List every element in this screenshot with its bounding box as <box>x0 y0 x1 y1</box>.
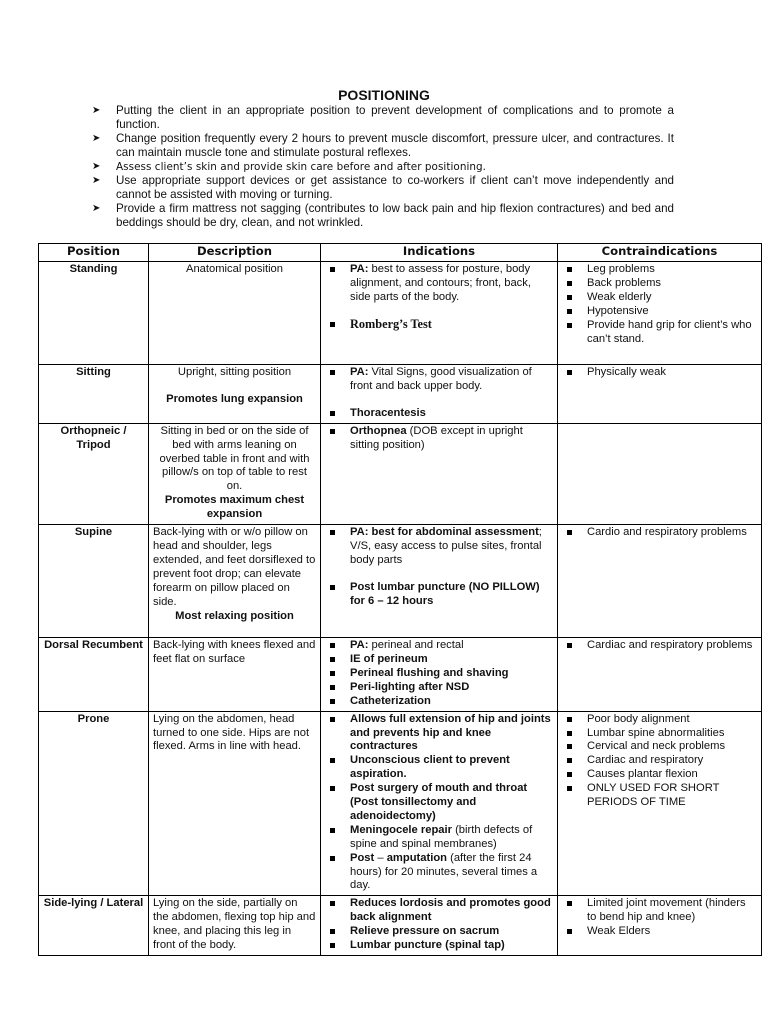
square-bullet-icon <box>330 901 335 906</box>
column-header-indications: Indications <box>321 244 558 262</box>
table-row <box>39 262 762 365</box>
contraindications-cell <box>558 525 762 638</box>
arrow-bullet-icon: ➤ <box>92 105 101 116</box>
description-text: Lying on the side, partially on the abdomen, flexing top hip and knee, and placing this leg in front of the body. <box>153 897 316 952</box>
table-row <box>39 896 762 956</box>
column-header-contraindications: Contraindications <box>558 244 762 262</box>
position-cell: Orthopneic / Tripod <box>39 423 149 524</box>
contraindication-item: Cardio and respiratory problems <box>562 526 757 540</box>
contraindications-cell <box>558 711 762 896</box>
indication-item: Meningocele repair (birth defects of spine and spinal membranes) <box>325 824 553 852</box>
intro-bullet-list <box>92 104 674 230</box>
contraindication-item: Weak Elders <box>562 925 757 939</box>
contraindication-item: Leg problems <box>562 263 757 277</box>
square-bullet-icon <box>567 295 572 300</box>
square-bullet-icon <box>330 856 335 861</box>
square-bullet-icon <box>330 585 335 590</box>
intro-bullet: ➤ Assess client’s skin and provide skin care before and after positioning. <box>92 161 487 173</box>
table-row <box>39 638 762 712</box>
square-bullet-icon <box>567 530 572 535</box>
square-bullet-icon <box>567 370 572 375</box>
square-bullet-icon <box>330 828 335 833</box>
contraindication-item: Poor body alignment <box>562 713 757 727</box>
indication-item: PA: best to assess for posture, body alignment, and contours; front, back, side parts of the body. <box>325 263 553 305</box>
column-header-description: Description <box>149 244 321 262</box>
square-bullet-icon <box>567 281 572 286</box>
description-text: Lying on the abdomen, head turned to one side. Hips are not flexed. Arms in line with head. <box>153 712 310 753</box>
square-bullet-icon <box>330 322 335 327</box>
square-bullet-icon <box>567 643 572 648</box>
description-cell <box>149 525 321 638</box>
indication-item: Thoracentesis <box>325 407 553 421</box>
square-bullet-icon <box>330 530 335 535</box>
indication-item: PA: perineal and rectal <box>325 639 553 653</box>
description-cell <box>149 711 321 896</box>
indication-item: Post lumbar puncture (NO PILLOW) for 6 – 12 hours <box>325 581 553 609</box>
indication-item: Peri-lighting after NSD <box>325 681 553 695</box>
position-cell: Supine <box>39 525 149 638</box>
indication-item: Romberg’s Test <box>325 318 553 333</box>
square-bullet-icon <box>567 772 572 777</box>
square-bullet-icon <box>330 685 335 690</box>
intro-bullet: ➤ Provide a firm mattress not sagging (contributes to low back pain and hip flexion contractures) and bed and beddings should be dry, clean, and not wrinkled. <box>92 202 674 229</box>
contraindication-item: Cervical and neck problems <box>562 740 757 754</box>
positioning-table <box>38 243 762 956</box>
description-emphasis: Promotes lung expansion <box>166 392 303 405</box>
arrow-bullet-icon: ➤ <box>92 161 101 172</box>
contraindications-cell <box>558 423 762 524</box>
position-cell: Side-lying / Lateral <box>39 896 149 956</box>
intro-bullet: ➤ Putting the client in an appropriate position to prevent development of complications and to promote a function. <box>92 104 674 131</box>
table-row <box>39 711 762 896</box>
description-text: Back-lying with knees flexed and feet flat on surface <box>153 639 316 665</box>
square-bullet-icon <box>330 267 335 272</box>
indication-item: PA: best for abdominal assessment; V/S, easy access to pulse sites, frontal body parts <box>325 526 553 568</box>
square-bullet-icon <box>567 901 572 906</box>
square-bullet-icon <box>330 370 335 375</box>
square-bullet-icon <box>330 758 335 763</box>
position-cell: Sitting <box>39 365 149 424</box>
square-bullet-icon <box>330 643 335 648</box>
indication-item: Orthopnea (DOB except in upright sitting position) <box>325 425 553 453</box>
position-cell: Prone <box>39 711 149 896</box>
indication-item: IE of perineum <box>325 653 553 667</box>
square-bullet-icon <box>330 786 335 791</box>
indication-item: Unconscious client to prevent aspiration. <box>325 754 553 782</box>
indications-cell <box>321 896 558 956</box>
contraindications-cell <box>558 896 762 956</box>
description-text: Anatomical position <box>185 263 283 275</box>
arrow-bullet-icon: ➤ <box>92 133 101 144</box>
square-bullet-icon <box>567 323 572 328</box>
square-bullet-icon <box>567 717 572 722</box>
square-bullet-icon <box>330 657 335 662</box>
description-cell <box>149 262 321 365</box>
intro-bullet: ➤ Use appropriate support devices or get assistance to co-workers if client can’t move independently and cannot be assisted with moving or turning. <box>92 174 674 201</box>
square-bullet-icon <box>330 411 335 416</box>
description-text: Upright, sitting position <box>177 366 292 378</box>
table-row <box>39 423 762 524</box>
indication-item: PA: Vital Signs, good visualization of front and back upper body. <box>325 366 553 394</box>
square-bullet-icon <box>330 717 335 722</box>
square-bullet-icon <box>567 731 572 736</box>
description-cell <box>149 638 321 712</box>
indications-cell <box>321 711 558 896</box>
contraindications-cell <box>558 638 762 712</box>
square-bullet-icon <box>567 786 572 791</box>
indications-cell <box>321 423 558 524</box>
indication-item: Post surgery of mouth and throat (Post tonsillectomy and adenoidectomy) <box>325 782 553 824</box>
contraindication-item: Limited joint movement (hinders to bend hip and knee) <box>562 897 757 925</box>
indications-cell <box>321 525 558 638</box>
indications-cell <box>321 262 558 365</box>
contraindication-item: Physically weak <box>562 366 757 380</box>
contraindications-cell <box>558 365 762 424</box>
contraindication-item: Lumbar spine abnormalities <box>562 727 757 741</box>
contraindication-item: Back problems <box>562 277 757 291</box>
square-bullet-icon <box>330 929 335 934</box>
description-cell <box>149 423 321 524</box>
indication-item: Allows full extension of hip and joints and prevents hip and knee contractures <box>325 713 553 755</box>
indication-item: Reduces lordosis and promotes good back alignment <box>325 897 553 925</box>
description-emphasis: Promotes maximum chest expansion <box>164 494 305 521</box>
description-text: Back-lying with or w/o pillow on head and shoulder, legs extended, and feet dorsiflexed to prevent foot drop; can elevate forearm on pillow placed on side. <box>153 526 316 608</box>
intro-bullet: ➤ Change position frequently every 2 hours to prevent muscle discomfort, pressure ulcer, and contractures. It can maintain muscle tone and stimulate postural reflexes. <box>92 132 674 159</box>
square-bullet-icon <box>330 671 335 676</box>
indications-cell <box>321 365 558 424</box>
indication-item: Lumbar puncture (spinal tap) <box>325 939 553 953</box>
contraindication-item: Weak elderly <box>562 291 757 305</box>
page-title: POSITIONING <box>338 87 430 103</box>
arrow-bullet-icon: ➤ <box>92 175 101 186</box>
column-header-position: Position <box>39 244 149 262</box>
square-bullet-icon <box>567 744 572 749</box>
square-bullet-icon <box>567 309 572 314</box>
square-bullet-icon <box>567 929 572 934</box>
square-bullet-icon <box>330 943 335 948</box>
contraindication-item: Provide hand grip for client’s who can’t stand. <box>562 319 757 347</box>
arrow-bullet-icon: ➤ <box>92 203 101 214</box>
position-cell: Dorsal Recumbent <box>39 638 149 712</box>
description-text: Sitting in bed or on the side of bed with arms leaning on overbed table in front and with pillow/s on top of table to rest on. <box>159 424 310 493</box>
indication-item: Perineal flushing and shaving <box>325 667 553 681</box>
contraindication-item: Cardiac and respiratory problems <box>562 639 757 653</box>
contraindication-item: Causes plantar flexion <box>562 768 757 782</box>
indication-item: Post – amputation (after the first 24 hours) for 20 minutes, several times a day. <box>325 852 553 894</box>
table-row <box>39 365 762 424</box>
table-header-row <box>39 244 762 262</box>
square-bullet-icon <box>567 758 572 763</box>
contraindication-item: Cardiac and respiratory <box>562 754 757 768</box>
description-cell <box>149 896 321 956</box>
description-emphasis: Most relaxing position <box>175 609 294 622</box>
square-bullet-icon <box>567 267 572 272</box>
description-cell <box>149 365 321 424</box>
indications-cell <box>321 638 558 712</box>
square-bullet-icon <box>330 699 335 704</box>
indication-item: Catheterization <box>325 695 553 709</box>
contraindications-cell <box>558 262 762 365</box>
position-cell: Standing <box>39 262 149 365</box>
contraindication-item: Hypotensive <box>562 305 757 319</box>
indication-item: Relieve pressure on sacrum <box>325 925 553 939</box>
table-row <box>39 525 762 638</box>
contraindication-item: ONLY USED FOR SHORT PERIODS OF TIME <box>562 782 757 810</box>
square-bullet-icon <box>330 429 335 434</box>
